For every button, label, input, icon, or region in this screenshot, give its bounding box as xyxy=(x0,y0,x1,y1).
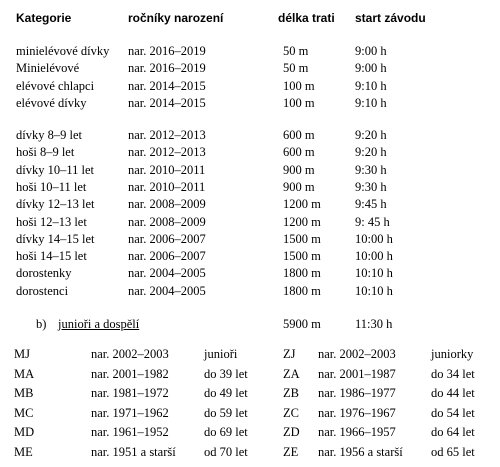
section-b-prefix: b) xyxy=(36,317,47,331)
track-length: 50 m xyxy=(283,44,309,58)
category-name: hoši 8–9 let xyxy=(16,145,75,160)
category-name: minielévové dívky xyxy=(16,44,110,58)
birth-years: nar. 1966–1957 xyxy=(318,425,396,440)
birth-years: nar. 2010–2011 xyxy=(128,162,206,177)
birth-years: nar. 2002–2003 xyxy=(91,347,169,361)
track-length: 100 m xyxy=(283,95,315,110)
birth-years: nar. 2008–2009 xyxy=(128,214,206,229)
birth-years: nar. 2014–2015 xyxy=(128,78,206,93)
age-range: junioři xyxy=(204,347,238,361)
track-length: 900 m xyxy=(283,162,315,177)
age-range: od 70 let xyxy=(204,445,248,459)
header-start-time: start závodu xyxy=(355,11,426,25)
track-length: 1200 m xyxy=(283,214,321,229)
age-range: do 49 let xyxy=(204,386,248,401)
header-birth-years: ročníky narození xyxy=(128,11,224,25)
age-range: do 64 let xyxy=(431,425,475,440)
category-code: MJ xyxy=(14,347,30,361)
age-range: do 34 let xyxy=(431,366,475,381)
category-name: dívky 14–15 let xyxy=(16,231,95,246)
track-length: 1800 m xyxy=(283,266,321,281)
category-code: ZD xyxy=(283,425,300,440)
category-name: Minielévové xyxy=(16,61,80,76)
birth-years: nar. 2014–2015 xyxy=(128,95,206,110)
category-name: dorostenky xyxy=(16,266,72,281)
start-time: 10:00 h xyxy=(355,249,393,264)
start-time: 9:30 h xyxy=(355,162,387,177)
start-time: 9:00 h xyxy=(355,44,387,58)
birth-years: nar. 2001–1987 xyxy=(318,366,396,381)
birth-years: nar. 2012–2013 xyxy=(128,145,206,160)
age-range: do 39 let xyxy=(204,366,248,381)
age-range: do 44 let xyxy=(431,386,475,401)
header-track-length: délka trati xyxy=(278,11,335,25)
category-code: MB xyxy=(14,386,34,401)
category-name: dívky 10–11 let xyxy=(16,162,95,177)
track-length: 1500 m xyxy=(283,249,321,264)
start-time: 9: 45 h xyxy=(355,214,390,229)
category-code: ME xyxy=(14,445,33,459)
category-name: hoši 10–11 let xyxy=(16,179,87,194)
birth-years: nar. 2004–2005 xyxy=(128,283,206,298)
track-length: 100 m xyxy=(283,78,315,93)
age-range: od 65 let xyxy=(431,445,475,459)
birth-years: nar. 2002–2003 xyxy=(318,347,396,361)
track-length: 600 m xyxy=(283,128,315,142)
birth-years: nar. 2016–2019 xyxy=(128,61,206,76)
category-name: dívky 8–9 let xyxy=(16,128,82,142)
start-time: 10:10 h xyxy=(355,283,393,298)
track-length: 1800 m xyxy=(283,283,321,298)
birth-years: nar. 2001–1982 xyxy=(91,366,169,381)
birth-years: nar. 2012–2013 xyxy=(128,128,206,142)
track-length: 900 m xyxy=(283,179,315,194)
start-time: 9:30 h xyxy=(355,179,387,194)
category-code: ZJ xyxy=(283,347,296,361)
start-time: 10:00 h xyxy=(355,231,393,246)
birth-years: nar. 1951 a starší xyxy=(91,445,176,459)
category-code: ZA xyxy=(283,366,300,381)
track-length: 1200 m xyxy=(283,197,321,212)
category-code: ZB xyxy=(283,386,299,401)
section-b-length: 5900 m xyxy=(283,317,321,331)
header-category: Kategorie xyxy=(16,11,72,25)
category-name: hoši 12–13 let xyxy=(16,214,87,229)
category-code: MA xyxy=(14,366,35,381)
age-range: do 59 let xyxy=(204,405,248,420)
birth-years: nar. 1971–1962 xyxy=(91,405,169,420)
category-code: ZC xyxy=(283,405,299,420)
start-time: 9:20 h xyxy=(355,128,387,142)
birth-years: nar. 2004–2005 xyxy=(128,266,206,281)
start-time: 9:45 h xyxy=(355,197,387,212)
category-name: dívky 12–13 let xyxy=(16,197,95,212)
birth-years: nar. 1956 a starší xyxy=(318,445,403,459)
section-b-title: junioři a dospělí xyxy=(58,317,140,331)
category-name: dorostenci xyxy=(16,283,69,298)
birth-years: nar. 2010–2011 xyxy=(128,179,206,194)
start-time: 9:10 h xyxy=(355,78,387,93)
birth-years: nar. 2016–2019 xyxy=(128,44,206,58)
category-code: ZE xyxy=(283,445,299,459)
category-name: hoši 14–15 let xyxy=(16,249,87,264)
start-time: 9:20 h xyxy=(355,145,387,160)
age-range: juniorky xyxy=(431,347,474,361)
category-code: MC xyxy=(14,405,34,420)
category-name: elévové chlapci xyxy=(16,78,95,93)
start-time: 9:10 h xyxy=(355,95,387,110)
birth-years: nar. 1961–1952 xyxy=(91,425,169,440)
birth-years: nar. 2006–2007 xyxy=(128,249,206,264)
start-time: 9:00 h xyxy=(355,61,387,76)
birth-years: nar. 2006–2007 xyxy=(128,231,206,246)
birth-years: nar. 2008–2009 xyxy=(128,197,206,212)
age-range: do 69 let xyxy=(204,425,248,440)
category-name: elévové dívky xyxy=(16,95,87,110)
birth-years: nar. 1976–1967 xyxy=(318,405,396,420)
track-length: 1500 m xyxy=(283,231,321,246)
track-length: 600 m xyxy=(283,145,315,160)
track-length: 50 m xyxy=(283,61,309,76)
section-b-start: 11:30 h xyxy=(355,317,393,331)
start-time: 10:10 h xyxy=(355,266,393,281)
category-code: MD xyxy=(14,425,35,440)
birth-years: nar. 1986–1977 xyxy=(318,386,396,401)
age-range: do 54 let xyxy=(431,405,475,420)
birth-years: nar. 1981–1972 xyxy=(91,386,169,401)
